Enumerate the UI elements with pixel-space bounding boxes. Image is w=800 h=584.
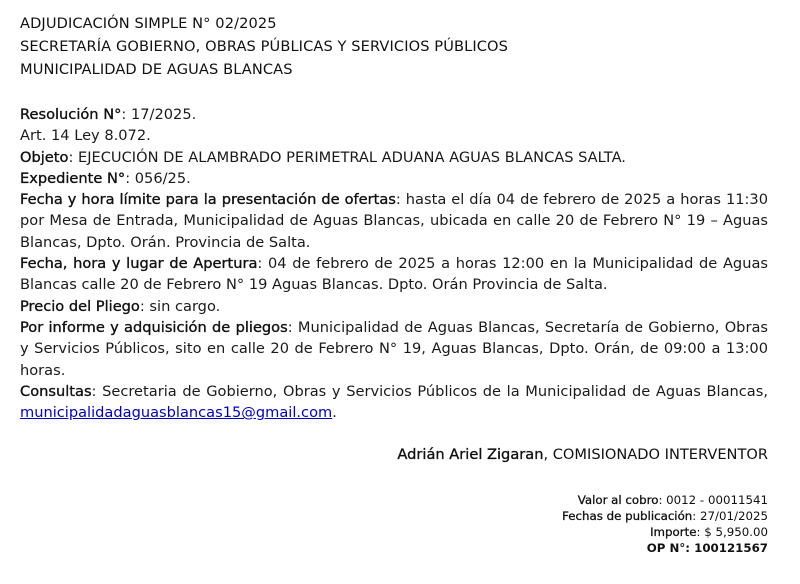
consultas-end: .: [332, 404, 337, 422]
fechas-publicacion-label: Fechas de publicación: [562, 509, 693, 523]
email-link[interactable]: municipalidadaguasblancas15@gmail.com: [20, 404, 333, 422]
importe-line: [562, 524, 768, 540]
fecha-limite-paragraph: [20, 189, 768, 253]
informe-paragraph: [20, 317, 768, 381]
secretaria-heading: SECRETARÍA GOBIERNO, OBRAS PÚBLICAS Y SERVICIOS PÚBLICOS: [20, 38, 508, 55]
articulo-line: Art. 14 Ley 8.072.: [20, 127, 151, 145]
expediente-label: Expediente N°: [20, 169, 126, 187]
objeto-line: [20, 147, 768, 168]
resolucion-label: Resolución N°: [20, 106, 122, 123]
notice-document: [20, 12, 768, 423]
signatory-title: , COMISIONADO INTERVENTOR: [543, 446, 768, 463]
notice-title: ADJUDICACIÓN SIMPLE N° 02/2025: [20, 15, 277, 32]
valor-cobro-value: : 0012 - 00011541: [658, 493, 768, 507]
signature-line: [397, 444, 768, 466]
resolucion-value: : 17/2025.: [121, 106, 197, 123]
resolucion-line: [20, 104, 768, 125]
valor-cobro-label: Valor al cobro: [577, 493, 659, 507]
apertura-value: : 04 de febrero de 2025 a horas 12:00 en la Municipalidad de Aguas Blancas calle 20 de Febrero N° 19 Aguas Blancas. Dpto. Orán Provincia de Salta.: [20, 255, 768, 294]
op-value: : 100121567: [685, 541, 768, 555]
consultas-label: Consultas: [20, 382, 92, 400]
precio-value: : sin cargo.: [139, 297, 221, 315]
expediente-value: : 056/25.: [125, 169, 191, 187]
fechas-publicacion-value: : 27/01/2025: [692, 509, 768, 523]
fecha-limite-value: : hasta el día 04 de febrero de 2025 a horas 11:30 por Mesa de Entrada, Municipalidad de Aguas Blancas, ubicada en calle 20 de Febrero N° 19 – Aguas Blancas, Dpto. Orán. Provincia de Salta.: [20, 191, 768, 251]
objeto-label: Objeto: [20, 148, 69, 166]
apertura-paragraph: [20, 253, 768, 296]
informe-value: : Municipalidad de Aguas Blancas, Secretaría de Gobierno, Obras y Servicios Públicos, sito en calle 20 de Febrero N° 19, Aguas Blancas, Dpto. Orán, de 09:00 a 13:00 horas.: [20, 318, 768, 379]
consultas-paragraph: [20, 381, 768, 424]
publication-footer: [562, 492, 768, 556]
apertura-label: Fecha, hora y lugar de Apertura: [20, 255, 258, 273]
precio-line: [20, 296, 768, 317]
importe-value: : $ 5,950.00: [696, 525, 768, 539]
fecha-limite-label: Fecha y hora límite para la presentación de ofertas: [20, 191, 396, 209]
op-label: OP N°: [646, 541, 686, 555]
objeto-value: : EJECUCIÓN DE ALAMBRADO PERIMETRAL ADUANA AGUAS BLANCAS SALTA.: [68, 148, 626, 166]
signatory-name: Adrián Ariel Zigaran: [397, 446, 544, 463]
importe-label: Importe: [650, 525, 697, 539]
informe-label: Por informe y adquisición de pliegos: [20, 318, 288, 336]
fechas-publicacion-line: [562, 508, 768, 524]
precio-label: Precio del Pliego: [20, 297, 140, 315]
valor-cobro-line: [562, 492, 768, 508]
op-line: [562, 540, 768, 556]
consultas-value: : Secretaria de Gobierno, Obras y Servicios Públicos de la Municipalidad de Aguas Blancas,: [91, 382, 768, 400]
notice-body: [20, 104, 768, 423]
expediente-line: [20, 168, 768, 189]
municipalidad-heading: MUNICIPALIDAD DE AGUAS BLANCAS: [20, 61, 293, 78]
